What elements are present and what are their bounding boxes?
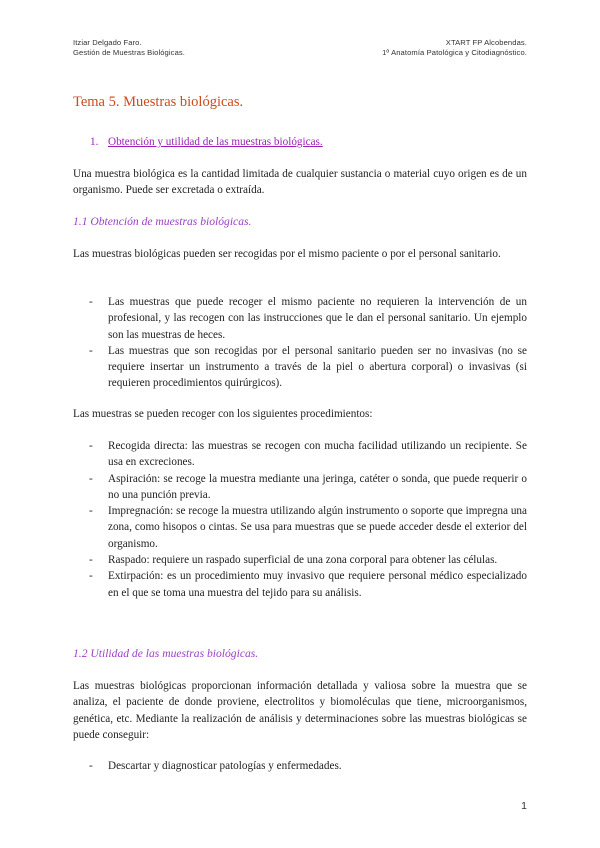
section-link[interactable]: Obtención y utilidad de las muestras biológicas. bbox=[108, 136, 323, 148]
utilidad-paragraph: Las muestras biológicas proporcionan información detallada y valiosa sobre la muestra que se analiza, el paciente de donde proviene, electrolitos y biomoléculas que tiene, microorganismos, genética, etc. Mediante la realización de análisis y determinaciones sobre las muestras biológicas se puede conseguir: bbox=[73, 680, 527, 741]
utilidad-list bbox=[89, 758, 527, 774]
list-item: - Raspado: requiere un raspado superficial de una zona corporal para obtener las células. bbox=[89, 552, 527, 568]
course-name: Gestión de Muestras Biológicas. bbox=[73, 48, 185, 57]
bullet-dash: - bbox=[89, 296, 93, 308]
page-number: 1 bbox=[521, 800, 527, 812]
subheading-obtencion: 1.1 Obtención de muestras biológicas. bbox=[73, 215, 252, 228]
author-name: Itziar Delgado Faro. bbox=[73, 38, 142, 47]
bullet-dash: - bbox=[89, 570, 93, 583]
section-number: 1. bbox=[90, 136, 99, 148]
list-item: - Las muestras que puede recoger el mismo paciente no requieren la intervención de un profesional, y las recogen con las instrucciones que le dan el personal sanitario. Un ejemplo son las muestras de heces. bbox=[89, 296, 527, 341]
section-heading[interactable] bbox=[90, 136, 323, 148]
page-title: Tema 5. Muestras biológicas. bbox=[73, 94, 244, 110]
intro-paragraph: Una muestra biológica es la cantidad limitada de cualquier sustancia o material cuyo origen es de un organismo. Puede ser excretada o extraída. bbox=[73, 168, 527, 197]
list-item: - Recogida directa: las muestras se recogen con mucha facilidad utilizando un recipiente. Se usa en excreciones. bbox=[89, 440, 527, 469]
list-item: - Descartar y diagnosticar patologías y enfermedades. bbox=[89, 758, 527, 774]
header-left bbox=[73, 38, 185, 58]
bullet-dash: - bbox=[89, 554, 93, 567]
bullet-dash: - bbox=[89, 505, 93, 518]
bullet-dash: - bbox=[89, 344, 93, 357]
list-item: - Impregnación: se recoge la muestra utilizando algún instrumento o soporte que impregna una zona, como hisopos o cintas. Se usa para muestras que se puede acceder desde el exterior del organismo. bbox=[89, 505, 527, 550]
list-item: - Extirpación: es un procedimiento muy invasivo que requiere personal médico especializado en el que se toma una muestra del tejido para su análisis. bbox=[89, 570, 527, 599]
procedures-list bbox=[89, 438, 527, 601]
list-item: - Las muestras que son recogidas por el personal sanitario pueden ser no invasivas (no se requiere insertar un instrumento a través de la piel o abertura corporal) o invasivas (si requieren procedimientos quirúrgicos). bbox=[89, 344, 527, 390]
bullet-dash: - bbox=[89, 440, 93, 452]
bullet-dash: - bbox=[89, 760, 93, 772]
list-item: - Aspiración: se recoge la muestra mediante una jeringa, catéter o sonda, que puede requerir o no una punción previa. bbox=[89, 472, 527, 501]
collector-list bbox=[89, 294, 527, 392]
program-name: 1º Anatomía Patológica y Citodiagnóstico. bbox=[382, 48, 527, 57]
school-name: XTART FP Alcobendas. bbox=[445, 38, 527, 47]
header-right bbox=[382, 38, 527, 58]
procedures-intro: Las muestras se pueden recoger con los siguientes procedimientos: bbox=[73, 408, 373, 420]
bullet-dash: - bbox=[89, 472, 93, 485]
subheading-utilidad: 1.2 Utilidad de las muestras biológicas. bbox=[73, 647, 259, 660]
obtencion-paragraph: Las muestras biológicas pueden ser recogidas por el mismo paciente o por el personal sanitario. bbox=[73, 248, 501, 260]
